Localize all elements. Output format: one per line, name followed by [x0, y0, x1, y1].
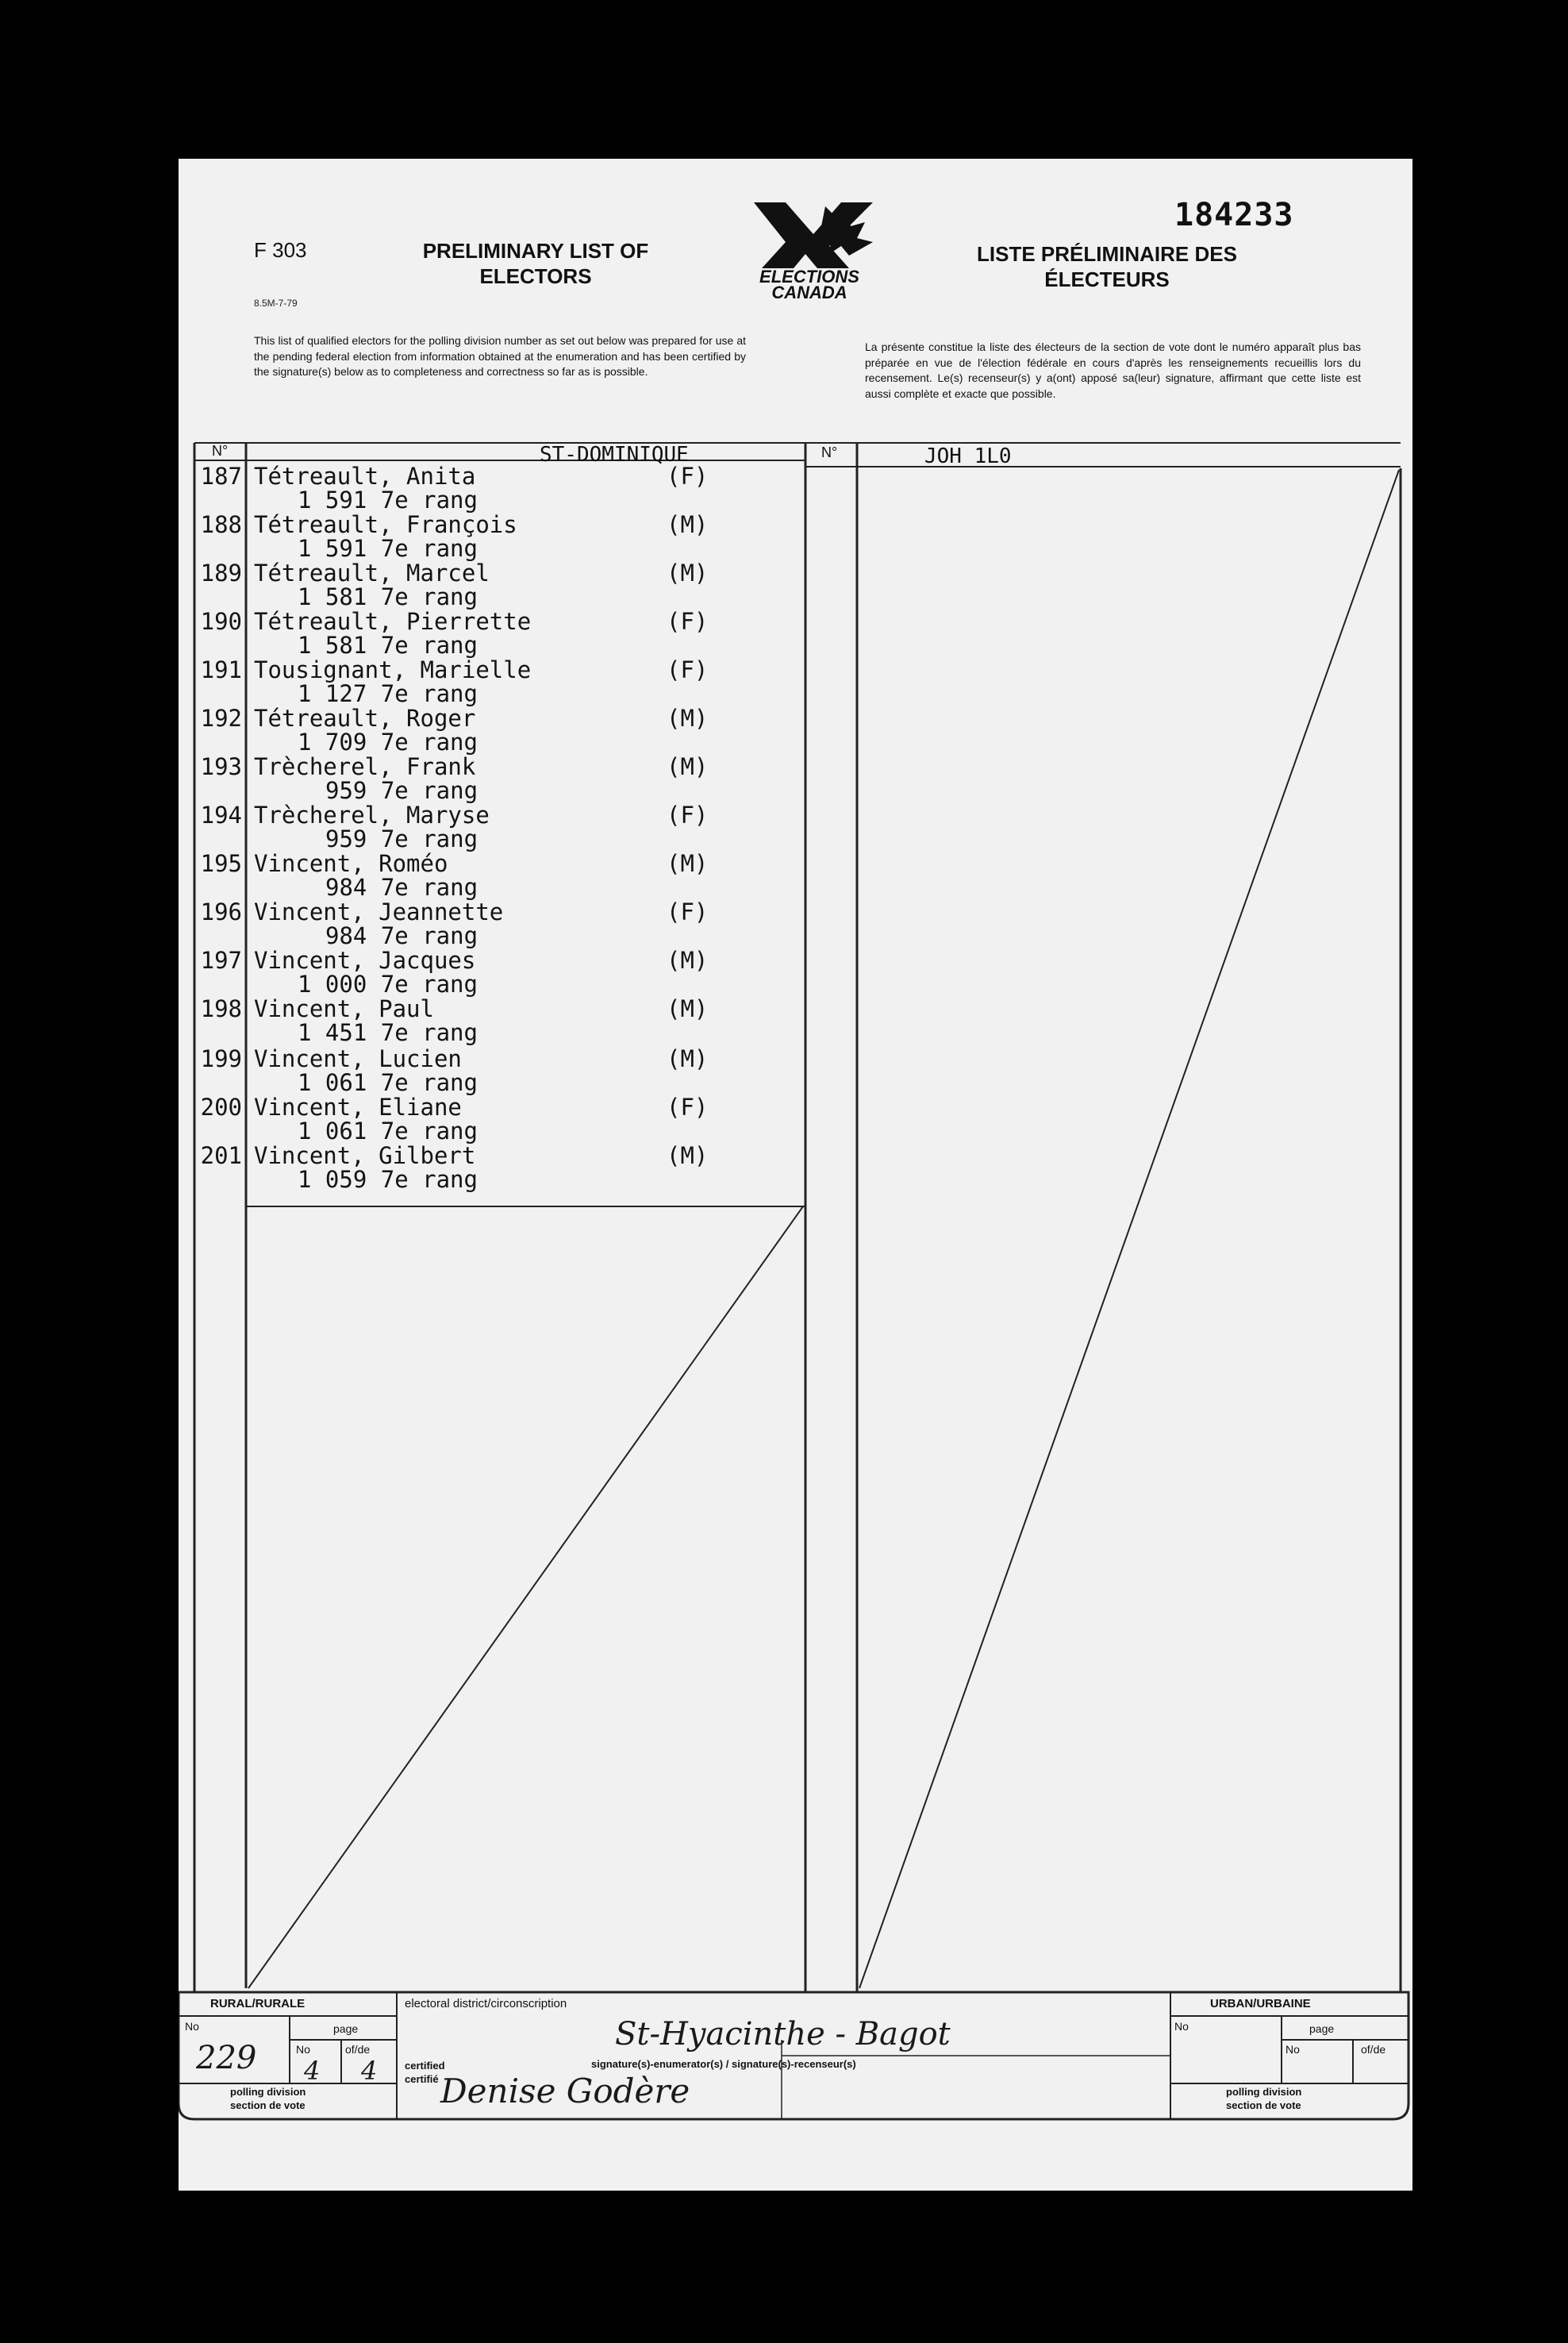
page-number: 4	[304, 2056, 321, 2086]
no-column-label: N°	[212, 443, 229, 459]
title-fr-line1: LISTE PRÉLIMINAIRE DES	[977, 242, 1237, 266]
elector-address: 1 061 7e rang	[298, 1069, 478, 1096]
rural-label: RURAL/RURALE	[210, 1997, 306, 2010]
elector-number: 189	[200, 560, 242, 587]
logo-line2: CANADA	[771, 283, 847, 302]
intro-french: La présente constitue la liste des électeurs de la section de vote dont le numéro apparaît plus bas préparée en vue de l'élection fédérale en cours d'après les renseignements recueillis lors du recensement. Le(s) recenseur(s) y a(ont) apposé sa(leur) signature, affirmant que cette liste est aussi complète et exacte que possible.	[865, 340, 1361, 400]
elector-sex: (F)	[667, 1094, 709, 1121]
urban-page-label: page	[1309, 2022, 1335, 2035]
elector-name: Vincent, Paul	[254, 995, 434, 1022]
elector-sex: (F)	[667, 802, 709, 829]
elector-address: 1 591 7e rang	[298, 535, 478, 562]
list-item	[179, 1144, 805, 1193]
logo-line1: ELECTIONS	[759, 267, 859, 287]
elector-list	[179, 464, 805, 1202]
elector-name: Vincent, Roméo	[254, 850, 448, 877]
title-fr-line2: ÉLECTEURS	[1044, 267, 1170, 291]
elector-number: 197	[200, 947, 242, 974]
elector-number: 200	[200, 1094, 242, 1121]
list-item	[179, 803, 805, 852]
right-place-header: JOH 1L0	[924, 444, 1012, 468]
elector-sex: (M)	[667, 705, 709, 732]
elector-sex: (F)	[667, 656, 709, 683]
urban-polling-fr: section de vote	[1226, 2099, 1301, 2111]
elector-sex: (M)	[667, 947, 709, 974]
list-item	[179, 464, 805, 514]
rural-no2-label: No	[296, 2043, 310, 2056]
elector-name: Vincent, Lucien	[254, 1045, 462, 1072]
elector-address: 1 000 7e rang	[298, 971, 478, 998]
elector-number: 196	[200, 898, 242, 925]
right-no-column-label: N°	[821, 444, 838, 460]
urban-label: URBAN/URBAINE	[1210, 1997, 1311, 2010]
elector-name: Trècherel, Frank	[254, 753, 476, 780]
district-label: electoral district/circonscription	[405, 1997, 567, 2010]
elector-sex: (F)	[667, 608, 709, 635]
list-item	[179, 610, 805, 659]
elector-number: 192	[200, 705, 242, 732]
elector-sex: (F)	[667, 463, 709, 490]
elector-name: Tousignant, Marielle	[254, 656, 532, 683]
elector-address: 1 591 7e rang	[298, 487, 478, 514]
elector-name: Trècherel, Maryse	[254, 802, 490, 829]
elector-number: 195	[200, 850, 242, 877]
elector-address: 1 059 7e rang	[298, 1166, 478, 1193]
elector-address: 959 7e rang	[325, 825, 478, 852]
list-item	[179, 513, 805, 562]
elector-sex: (M)	[667, 511, 709, 538]
polling-division-en: polling division	[230, 2086, 306, 2098]
elections-canada-logo	[730, 198, 889, 302]
title-en-line1: PRELIMINARY LIST OF	[422, 239, 649, 263]
elector-name: Tétreault, François	[254, 511, 517, 538]
elector-name: Tétreault, Roger	[254, 705, 476, 732]
urban-no2-label: No	[1286, 2043, 1300, 2056]
elector-number: 201	[200, 1142, 242, 1169]
list-item	[179, 755, 805, 804]
rural-no-label: No	[185, 2020, 199, 2033]
elector-number: 187	[200, 463, 242, 490]
list-item	[179, 1047, 805, 1096]
elector-address: 1 709 7e rang	[298, 729, 478, 756]
elector-number: 190	[200, 608, 242, 635]
elector-address: 1 127 7e rang	[298, 680, 478, 707]
district-value: St-Hyacinthe - Bagot	[615, 2016, 951, 2053]
elector-address: 1 581 7e rang	[298, 583, 478, 610]
elector-sex: (F)	[667, 898, 709, 925]
elector-number: 193	[200, 753, 242, 780]
list-item	[179, 948, 805, 998]
rural-page-label: page	[333, 2022, 359, 2035]
elector-address: 984 7e rang	[325, 922, 478, 949]
form-code: F 303	[254, 238, 307, 262]
elector-number: 198	[200, 995, 242, 1022]
maple-x-icon	[730, 198, 889, 270]
urban-polling-en: polling division	[1226, 2086, 1302, 2098]
elector-number: 194	[200, 802, 242, 829]
title-en-line2: ELECTORS	[479, 264, 592, 288]
intro-english: This list of qualified electors for the polling division number as set out below was prepared for use at the pending federal election from information obtained at the enumeration and has been certified by the signature(s) below as to completeness and correctness so far as is possible.	[254, 334, 746, 378]
polling-division-fr: section de vote	[230, 2099, 306, 2111]
elector-sex: (M)	[667, 850, 709, 877]
list-item	[179, 561, 805, 610]
elector-name: Vincent, Jeannette	[254, 898, 504, 925]
form-sheet	[179, 159, 1412, 2191]
elector-sex: (M)	[667, 753, 709, 780]
left-place-header: ST-DOMINIQUE	[540, 443, 689, 467]
certified-en: certified	[405, 2060, 445, 2072]
page-of: 4	[361, 2056, 378, 2086]
elector-number: 191	[200, 656, 242, 683]
elector-name: Vincent, Jacques	[254, 947, 476, 974]
elector-name: Vincent, Gilbert	[254, 1142, 476, 1169]
elector-name: Vincent, Eliane	[254, 1094, 462, 1121]
title-french	[920, 241, 1293, 292]
elector-sex: (M)	[667, 995, 709, 1022]
urban-ofde-label: of/de	[1361, 2043, 1386, 2056]
list-item	[179, 997, 805, 1046]
elector-name: Tétreault, Anita	[254, 463, 476, 490]
elector-address: 1 581 7e rang	[298, 632, 478, 659]
list-item	[179, 1095, 805, 1145]
list-item	[179, 658, 805, 707]
urban-no-label: No	[1174, 2020, 1189, 2033]
title-english	[377, 238, 694, 289]
elector-number: 199	[200, 1045, 242, 1072]
elector-address: 1 061 7e rang	[298, 1118, 478, 1145]
elector-name: Tétreault, Pierrette	[254, 608, 532, 635]
elector-address: 984 7e rang	[325, 874, 478, 901]
elector-address: 1 451 7e rang	[298, 1019, 478, 1046]
elector-sex: (M)	[667, 1045, 709, 1072]
print-code: 8.5M-7-79	[254, 298, 298, 309]
certified-fr: certifié	[405, 2073, 439, 2085]
elector-name: Tétreault, Marcel	[254, 560, 490, 587]
list-item	[179, 852, 805, 901]
polling-number: 229	[196, 2040, 257, 2076]
rural-ofde-label: of/de	[345, 2043, 371, 2056]
elector-number: 188	[200, 511, 242, 538]
list-item	[179, 706, 805, 756]
signature-label: signature(s)-enumerator(s) / signature(s)-recenseur(s)	[591, 2058, 856, 2070]
elector-sex: (M)	[667, 1142, 709, 1169]
elector-sex: (M)	[667, 560, 709, 587]
elector-address: 959 7e rang	[325, 777, 478, 804]
list-item	[179, 900, 805, 949]
enumerator-signature: Denise Godère	[440, 2072, 690, 2110]
serial-number: 184233	[1174, 197, 1294, 233]
